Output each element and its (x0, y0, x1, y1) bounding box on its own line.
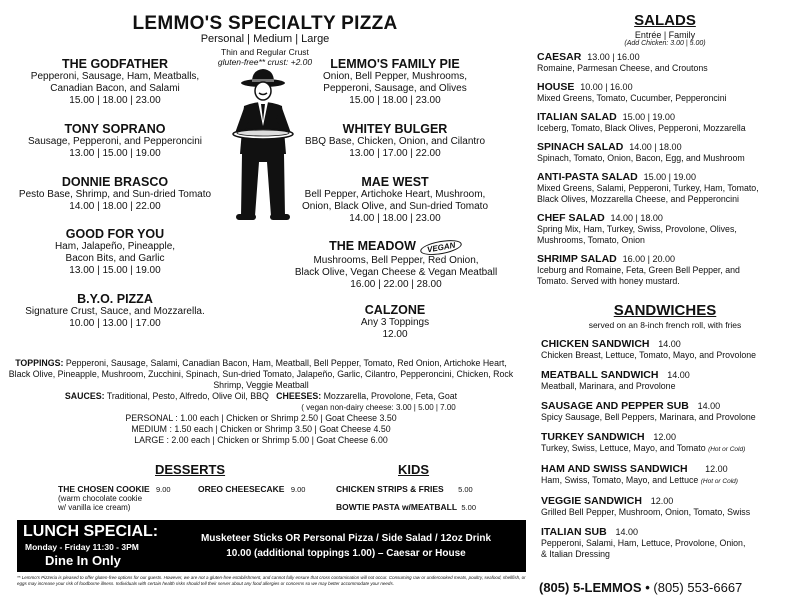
sandwich-item (541, 338, 789, 361)
sandwich-item (541, 400, 789, 423)
item-name: SHRIMP SALAD (537, 253, 617, 265)
item-price: 12.00 (653, 432, 676, 442)
item-desc: Grilled Bell Pepper, Mushroom, Onion, Tomato, Swiss (541, 507, 751, 517)
item-name: CHEF SALAD (537, 212, 605, 224)
item-price: 15.00 | 19.00 (622, 112, 675, 122)
item-name: THE MEADOW (329, 239, 416, 253)
pizza-sizes: Personal | Medium | Large (200, 33, 330, 45)
lunch-line-2: 10.00 (additional toppings 1.00) – Caesar or House (226, 548, 466, 559)
sandwich-item (541, 431, 789, 455)
menu-item (20, 227, 210, 276)
lunch-special-banner (17, 520, 526, 572)
item-desc: Mixed Greens, Tomato, Cucumber, Pepperoncini (537, 93, 727, 103)
toppings-label: TOPPINGS: (15, 358, 64, 368)
dessert-item (58, 484, 171, 494)
item-desc: Pepperoni, Salami, Ham, Lettuce, Provolone, Onion, & Italian Dressing (541, 538, 746, 559)
item-name: THE CHOSEN COOKIE (58, 484, 150, 494)
phone-main: (805) 5-LEMMOS (539, 580, 642, 595)
item-name: MEATBALL SANDWICH (541, 369, 659, 381)
sauces-list: Traditional, Pesto, Alfredo, Olive Oil, BBQ (106, 391, 269, 401)
item-name: MAE WEST (361, 175, 429, 189)
salad-item (537, 111, 787, 134)
item-name: WHITEY BULGER (342, 122, 448, 136)
item-desc: Mushrooms, Bell Pepper, Red Onion, Black Olive, Vegan Cheese & Vegan Meatball (294, 255, 498, 278)
item-desc: Romaine, Parmesan Cheese, and Croutons (537, 63, 708, 73)
salad-item (537, 253, 787, 287)
item-name: BOWTIE PASTA w/MEATBALL (336, 502, 458, 512)
menu-item (5, 122, 225, 159)
cheeses-list: Mozzarella, Provolone, Feta, Goat (323, 391, 458, 401)
sandwiches-list (541, 338, 789, 560)
menu-item (285, 122, 505, 159)
item-name: ANTI-PASTA SALAD (537, 171, 638, 183)
menu-item (5, 175, 225, 212)
disclaimer: ** Lemmo's Pizzeria is pleased to offer gluten-free options for our guests. However, we are not a gluten-free establishment, and cannot fully ensure that cross contamination will not occur. Consuming raw or undercooked meats, poultry, seafood, shellfish, or eggs may increase your risk of foodborne illness. Individuals with certain health risks should tell their server about any food allergies or concerns so we may better accommodate your needs. (17, 575, 526, 586)
item-name: VEGGIE SANDWICH (541, 495, 642, 507)
item-desc: Spicy Sausage, Bell Peppers, Marinara, and Provolone (541, 412, 756, 422)
topping-price-personal: PERSONAL : 1.00 each | Chicken or Shrimp 2.50 | Goat Cheese 3.50 (125, 413, 397, 423)
item-price: 16.00 | 22.00 | 28.00 (350, 279, 442, 290)
salad-item (537, 212, 787, 246)
item-price: 15.00 | 19.00 (643, 172, 696, 182)
sauces-label: SAUCES: (64, 391, 105, 401)
item-price: 10.00 | 16.00 (580, 82, 633, 92)
item-desc: Pesto Base, Shrimp, and Sun-dried Tomato (18, 189, 212, 200)
item-price: 5.00 (461, 503, 477, 512)
item-price: 13.00 | 17.00 | 22.00 (349, 148, 441, 159)
menu-item (278, 237, 514, 290)
item-price: 13.00 | 16.00 (587, 52, 640, 62)
item-desc: Onion, Bell Pepper, Mushrooms, Pepperoni, Sausage, and Olives (323, 71, 467, 94)
lunch-days: Monday - Friday 11:30 - 3PM (25, 542, 139, 552)
sandwich-item (541, 463, 789, 487)
item-note: (Hot or Cold) (700, 478, 738, 485)
vegan-badge: VEGAN (420, 237, 464, 257)
item-desc: Mixed Greens, Salami, Pepperoni, Turkey, Ham, Tomato, Black Olives, Mozzarella Cheese, and Pepperoncini (537, 183, 759, 204)
salad-item (537, 81, 787, 104)
gluten-free-note: gluten-free** crust: +2.00 (217, 57, 313, 67)
item-price: 14.00 | 18.00 | 22.00 (69, 201, 161, 212)
menu-item (285, 175, 505, 224)
lunch-title: LUNCH SPECIAL: (23, 523, 159, 540)
salads-list (537, 51, 787, 287)
topping-price-large: LARGE : 2.00 each | Chicken or Shrimp 5.00 | Goat Cheese 6.00 (134, 435, 388, 445)
item-price: 13.00 | 15.00 | 19.00 (69, 265, 161, 276)
salads-sizes: Entrée | Family (634, 30, 696, 40)
item-note: (Hot or Cold) (708, 446, 746, 453)
item-price: 14.00 (658, 339, 681, 349)
kids-title: KIDS (398, 462, 430, 477)
item-price: 9.00 (156, 485, 171, 494)
item-price: 16.00 | 20.00 (622, 254, 675, 264)
lunch-line-1: Musketeer Sticks OR Personal Pizza / Side Salad / 12oz Drink (200, 533, 492, 544)
item-name: SPINACH SALAD (537, 141, 624, 153)
item-price: 5.00 (458, 485, 473, 494)
item-desc: Spring Mix, Ham, Turkey, Swiss, Provolone, Olives, Mushrooms, Tomato, Onion (537, 224, 737, 245)
salad-item (537, 51, 787, 74)
add-chicken-note: (Add Chicken: 3.00 | 5.00) (624, 40, 706, 47)
item-price: 14.00 | 18.00 (610, 213, 663, 223)
item-name: CHICKEN STRIPS & FRIES (336, 484, 444, 494)
item-desc: Ham, Jalapeño, Pineapple, Bacon Bits, and Garlic (54, 241, 176, 264)
item-price: 14.00 | 18.00 | 23.00 (349, 213, 441, 224)
sandwich-item (541, 369, 789, 392)
item-price: 15.00 | 18.00 | 23.00 (69, 95, 161, 106)
item-name: OREO CHEESECAKE (198, 484, 285, 494)
kids-item (336, 484, 473, 494)
item-name: B.Y.O. PIZZA (77, 292, 153, 306)
cheeses-label: CHEESES: (276, 391, 322, 401)
item-price: 12.00 (705, 464, 728, 474)
item-price: 14.00 | 18.00 (629, 142, 682, 152)
desserts-title: DESSERTS (155, 462, 226, 477)
item-name: CAESAR (537, 51, 582, 63)
item-price: 14.00 (667, 370, 690, 380)
phone-line (539, 580, 789, 595)
sandwich-item (541, 526, 789, 560)
item-name: THE GODFATHER (61, 57, 169, 71)
vegan-cheese-note: ( vegan non-dairy cheese: 3.00 | 5.00 | 7.00 (301, 403, 456, 412)
lunch-dine-in: Dine In Only (45, 553, 121, 568)
menu-item (295, 57, 495, 106)
item-price: 12.00 (650, 496, 674, 506)
item-name: LEMMO'S FAMILY PIE (330, 57, 460, 71)
item-name: CHICKEN SANDWICH (541, 338, 650, 350)
menu-item (5, 292, 225, 329)
salads-title: SALADS (634, 12, 696, 29)
dessert-desc: (warm chocolate cookie w/ vanilla ice cream) (58, 494, 143, 512)
menu-item (320, 303, 470, 340)
item-desc: Spinach, Tomato, Onion, Bacon, Egg, and Mushroom (537, 153, 745, 163)
kids-item (336, 502, 476, 512)
item-desc: BBQ Base, Chicken, Onion, and Cilantro (304, 136, 486, 147)
item-desc: Pepperoni, Sausage, Ham, Meatballs, Canadian Bacon, and Salami (30, 71, 200, 94)
toppings-block (5, 358, 517, 446)
item-name: HAM AND SWISS SANDWICH (541, 463, 688, 475)
salad-item (537, 141, 787, 164)
item-desc: Any 3 Toppings (360, 317, 430, 328)
topping-price-medium: MEDIUM : 1.50 each | Chicken or Shrimp 3.50 | Goat Cheese 4.50 (131, 424, 391, 434)
pizza-title: LEMMO'S SPECIALTY PIZZA (132, 13, 398, 34)
item-price: 14.00 (615, 527, 639, 537)
item-desc: Iceburg and Romaine, Feta, Green Bell Pepper, and Tomato. Served with honey mustard. (537, 265, 740, 286)
item-price: 12.00 (382, 329, 408, 340)
toppings-list: Pepperoni, Sausage, Salami, Canadian Bacon, Ham, Meatball, Bell Pepper, Tomato, Red Onion, Artichoke Heart, Black Olive, Pineapple, Mushroom, Zucchini, Spinach, Sun-dried Tomato, Jalapeño, Garlic, Cilantro, Pepperoncini, Chicken, Rock Shrimp, Veggie Meatball (8, 358, 514, 390)
item-price: 10.00 | 13.00 | 17.00 (69, 318, 161, 329)
item-desc: Chicken Breast, Lettuce, Tomato, Mayo, and Provolone (541, 350, 756, 360)
item-name: ITALIAN SALAD (537, 111, 617, 123)
item-desc: Signature Crust, Sauce, and Mozzarella. (25, 306, 205, 317)
phone-alt: (805) 553-6667 (653, 580, 743, 595)
salad-item (537, 171, 787, 205)
item-name: TURKEY SANDWICH (541, 431, 645, 443)
dessert-item (198, 484, 305, 494)
item-price: 9.00 (290, 485, 306, 494)
item-desc: Ham, Swiss, Tomato, Mayo, and Lettuce (541, 475, 699, 485)
crust-note: Thin and Regular Crust (221, 47, 309, 57)
item-name: TONY SOPRANO (64, 122, 166, 136)
sandwiches-subtitle: served on an 8-inch french roll, with fries (588, 320, 742, 330)
item-desc: Turkey, Swiss, Lettuce, Mayo, and Tomato (541, 443, 706, 453)
item-price: 14.00 (697, 401, 721, 411)
item-desc: Iceberg, Tomato, Black Olives, Pepperoni, Mozzarella (537, 123, 746, 133)
item-name: ITALIAN SUB (541, 526, 607, 538)
item-price: 13.00 | 15.00 | 19.00 (69, 148, 161, 159)
item-name: HOUSE (537, 81, 575, 93)
item-desc: Meatball, Marinara, and Provolone (541, 381, 676, 391)
sandwich-item (541, 495, 789, 518)
item-name: GOOD FOR YOU (65, 227, 165, 241)
item-price: 15.00 | 18.00 | 23.00 (349, 95, 441, 106)
item-name: CALZONE (364, 303, 426, 317)
item-desc: Sausage, Pepperoni, and Pepperoncini (27, 136, 203, 147)
item-name: SAUSAGE AND PEPPER SUB (541, 400, 689, 412)
sandwiches-title: SANDWICHES (613, 302, 717, 319)
item-name: DONNIE BRASCO (61, 175, 169, 189)
menu-item (10, 57, 220, 106)
item-desc: Bell Pepper, Artichoke Heart, Mushroom, Onion, Black Olive, and Sun-dried Tomato (301, 189, 489, 212)
phone-separator: • (645, 580, 650, 595)
